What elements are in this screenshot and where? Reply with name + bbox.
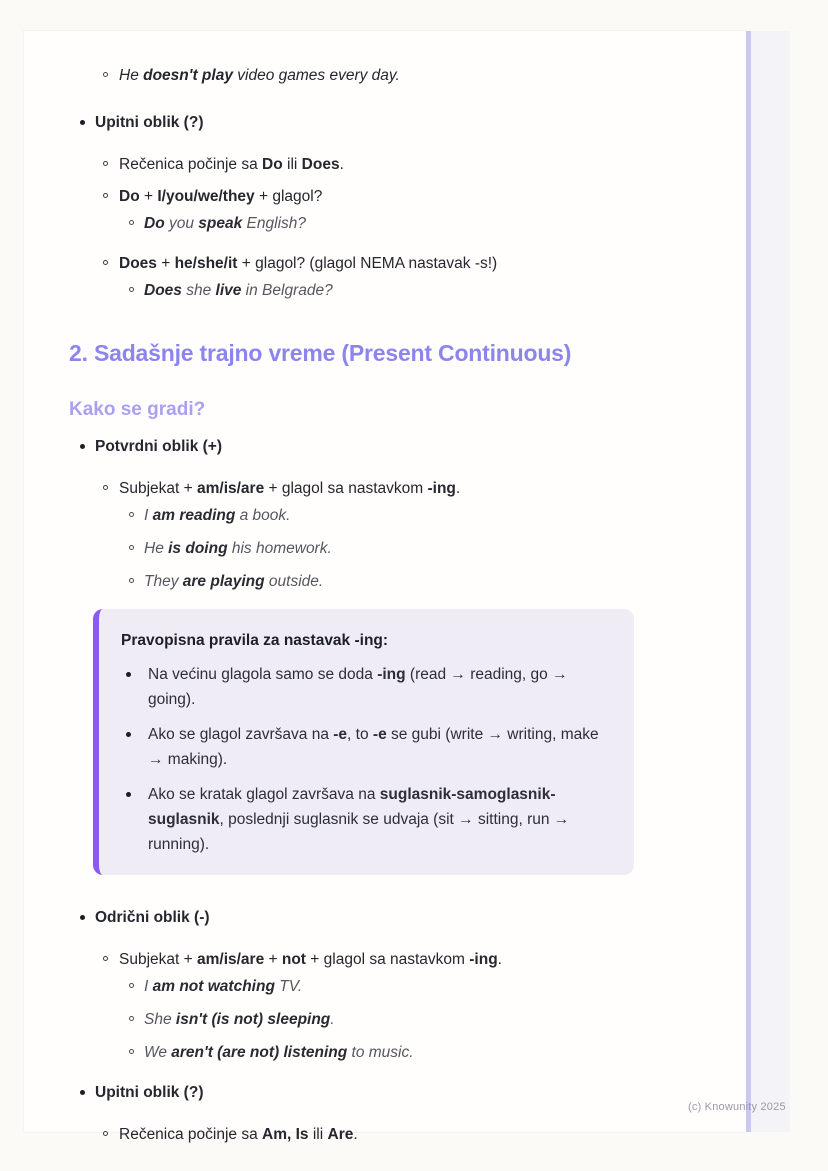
circle-bullet-marker — [103, 72, 108, 77]
bold-text-run: Am, Is — [262, 1126, 309, 1143]
callout-list-item — [121, 782, 606, 857]
text-run: Na većinu glagola samo se doda — [148, 666, 378, 683]
bold-text-run: -e — [333, 726, 348, 743]
text-run: outside. — [264, 573, 324, 590]
text-run: + — [139, 188, 158, 205]
bold-text-run: I/you/we/they — [157, 188, 255, 205]
list-item — [24, 1042, 746, 1063]
text-run: to music. — [347, 1044, 414, 1061]
list-item-text — [144, 538, 746, 559]
text-run: ili — [308, 1126, 328, 1143]
text-run: I — [144, 507, 153, 524]
text-run: Subjekat + — [119, 480, 197, 497]
list-item — [24, 976, 746, 997]
text-run: TV. — [274, 978, 303, 995]
list-item-text — [144, 1042, 746, 1063]
document-content — [24, 31, 746, 1145]
bold-text-run: are playing — [182, 573, 265, 590]
disc-bullet-marker — [126, 732, 131, 737]
callout-item-text — [148, 726, 599, 768]
circle-bullet-marker — [129, 1049, 134, 1054]
callout-list-item — [121, 662, 606, 712]
text-run: . — [497, 951, 502, 968]
bold-text-run: Upitni oblik (?) — [95, 1084, 204, 1101]
text-run: They — [144, 573, 183, 590]
list-item — [24, 436, 746, 457]
list-item-text — [119, 154, 746, 175]
text-run: Rečenica počinje sa — [119, 1126, 263, 1143]
disc-bullet-marker — [80, 915, 85, 920]
bold-text-run: am/is/are — [196, 480, 265, 497]
list-item — [24, 1009, 746, 1030]
bold-text-run: live — [215, 282, 242, 299]
callout-title: Pravopisna pravila za nastavak -ing: — [121, 632, 389, 649]
circle-bullet-marker — [103, 193, 108, 198]
callout-item-text — [148, 666, 568, 708]
bold-text-run: am/is/are — [196, 951, 265, 968]
circle-bullet-marker — [129, 512, 134, 517]
bold-text-run: Do — [119, 188, 140, 205]
list-item-text — [95, 112, 746, 133]
list-item-text — [95, 436, 746, 457]
disc-bullet-marker — [80, 120, 85, 125]
callout-item-text — [148, 786, 569, 853]
circle-bullet-marker — [129, 545, 134, 550]
list-item-text — [144, 571, 746, 592]
circle-bullet-marker — [103, 485, 108, 490]
text-run: Subjekat + — [119, 951, 197, 968]
bold-text-run: speak — [198, 215, 243, 232]
bold-text-run: Does — [119, 255, 157, 272]
callout-list-item — [121, 722, 606, 772]
circle-bullet-marker — [129, 983, 134, 988]
list-item-text — [119, 1124, 746, 1145]
text-run: (read → reading, go → going). — [148, 666, 568, 708]
bold-text-run: suglasnik-samoglasnik-suglasnik — [148, 786, 556, 828]
text-run: . — [339, 156, 344, 173]
bold-text-run: Upitni oblik (?) — [95, 114, 204, 131]
text-run: . — [330, 1011, 335, 1028]
text-run: , poslednji suglasnik se udvaja (sit → sitting, run → running). — [148, 811, 570, 853]
list-item — [24, 1124, 746, 1145]
text-run: + glagol? — [254, 188, 323, 205]
text-run: English? — [242, 215, 306, 232]
callout-box — [93, 609, 634, 875]
text-run: , to — [347, 726, 373, 743]
text-run: his homework. — [227, 540, 332, 557]
list-item — [24, 154, 746, 175]
document-page — [24, 31, 746, 1143]
list-item — [24, 571, 746, 592]
list-item — [24, 186, 746, 207]
circle-bullet-marker — [103, 956, 108, 961]
bold-text-run: Odrični oblik (-) — [95, 909, 210, 926]
bold-text-run: am not watching — [152, 978, 275, 995]
list-item-text — [119, 253, 746, 274]
bold-text-run: he/she/it — [174, 255, 238, 272]
list-item — [24, 907, 746, 928]
list-item-text — [144, 505, 746, 526]
bold-text-run: -ing — [377, 666, 406, 683]
text-run: He — [119, 67, 144, 84]
text-run: . — [353, 1126, 358, 1143]
bold-text-run: Do — [144, 215, 165, 232]
circle-bullet-marker — [103, 161, 108, 166]
bold-text-run: am reading — [152, 507, 236, 524]
bold-text-run: Does — [301, 156, 340, 173]
list-item — [24, 253, 746, 274]
text-run: + — [156, 255, 175, 272]
bold-text-run: -ing — [427, 480, 456, 497]
watermark: (c) Knowunity 2025 — [688, 1101, 786, 1113]
list-item — [24, 478, 746, 499]
subsection-heading: Kako se gradi? — [69, 399, 206, 420]
circle-bullet-marker — [129, 1016, 134, 1021]
disc-bullet-marker — [126, 792, 131, 797]
list-item-text — [119, 186, 746, 207]
circle-bullet-marker — [129, 578, 134, 583]
text-run: Rečenica počinje sa — [119, 156, 263, 173]
bold-text-run: doesn't play — [143, 67, 233, 84]
list-item — [24, 112, 746, 133]
text-run: video games every day. — [232, 67, 400, 84]
bold-text-run: -ing — [469, 951, 498, 968]
list-item-text — [119, 65, 746, 86]
page-margin-strip — [751, 31, 790, 1132]
text-run: she — [181, 282, 216, 299]
list-item-text — [119, 478, 746, 499]
text-run: ili — [282, 156, 302, 173]
list-item-text — [95, 1082, 746, 1103]
text-run: Ako se glagol završava na — [148, 726, 334, 743]
list-item-text — [119, 949, 746, 970]
list-item — [24, 280, 746, 301]
text-run: in Belgrade? — [241, 282, 333, 299]
text-run: Ako se kratak glagol završava na — [148, 786, 380, 803]
bold-text-run: isn't (is not) sleeping — [175, 1011, 331, 1028]
text-run: We — [144, 1044, 172, 1061]
bold-text-run: is doing — [168, 540, 228, 557]
list-item — [24, 213, 746, 234]
text-run: She — [144, 1011, 176, 1028]
text-run: + glagol sa nastavkom — [305, 951, 470, 968]
bold-text-run: not — [281, 951, 306, 968]
bold-text-run: -e — [372, 726, 387, 743]
circle-bullet-marker — [103, 260, 108, 265]
text-run: He — [144, 540, 169, 557]
list-item — [24, 538, 746, 559]
text-run: a book. — [235, 507, 291, 524]
disc-bullet-marker — [80, 1090, 85, 1095]
bold-text-run: Does — [144, 282, 182, 299]
circle-bullet-marker — [129, 220, 134, 225]
list-item — [24, 505, 746, 526]
list-item — [24, 949, 746, 970]
text-run: + — [264, 951, 282, 968]
text-run: you — [164, 215, 199, 232]
text-run: se gubi (write → writing, make → making). — [148, 726, 599, 768]
disc-bullet-marker — [126, 672, 131, 677]
text-run: I — [144, 978, 153, 995]
bold-text-run: Potvrdni oblik (+) — [95, 438, 223, 455]
text-run: + glagol? (glagol NEMA nastavak -s!) — [237, 255, 498, 272]
list-item-text — [144, 280, 746, 301]
list-item-text — [95, 907, 746, 928]
bold-text-run: Are — [327, 1126, 354, 1143]
list-item-text — [144, 976, 746, 997]
disc-bullet-marker — [80, 444, 85, 449]
list-item — [24, 1082, 746, 1103]
text-run: . — [455, 480, 461, 497]
circle-bullet-marker — [103, 1131, 108, 1136]
bold-text-run: Do — [262, 156, 283, 173]
list-item — [24, 65, 746, 86]
text-run: + glagol sa nastavkom — [264, 480, 428, 497]
section-heading: 2. Sadašnje trajno vreme (Present Continuous) — [69, 340, 572, 366]
circle-bullet-marker — [129, 287, 134, 292]
list-item-text — [144, 1009, 746, 1030]
bold-text-run: aren't (are not) listening — [171, 1044, 348, 1061]
list-item-text — [144, 213, 746, 234]
